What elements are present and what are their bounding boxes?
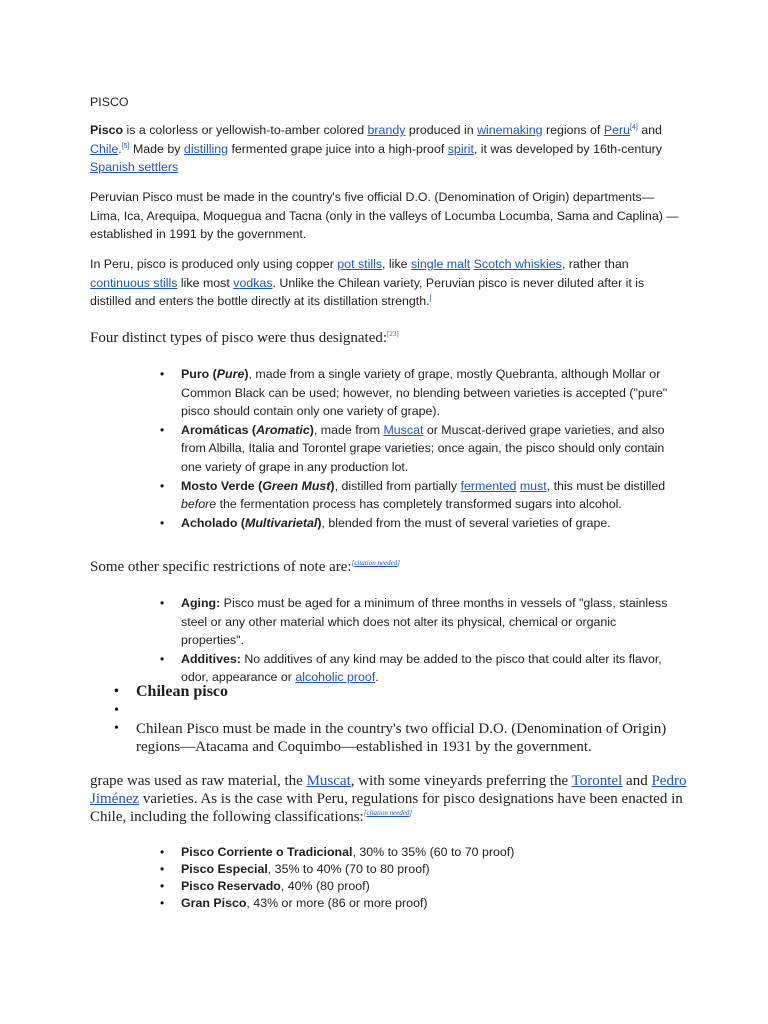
types-list bbox=[181, 365, 681, 532]
link-alcoholic-proof[interactable]: alcoholic proof bbox=[295, 670, 376, 685]
list-item: • Mosto Verde (Green Must), distilled from partially fermented must, this must be distilled before the fermentation process has completely transformed sugars into alcohol. bbox=[181, 477, 681, 514]
list-item: • Acholado (Multivarietal), blended from the must of several varieties of grape. bbox=[181, 514, 681, 533]
cite-strength-open[interactable]: [ bbox=[429, 295, 432, 303]
peru-do-paragraph: Peruvian Pisco must be made in the country's five official D.O. (Denomination of Origin) departments—Lima, Ica, Arequipa, Moquegua and Tacna (only in the valleys of Locumba Locumba, Sama and Caplina) — established in 1991 by the government. bbox=[90, 190, 679, 242]
list-item: • Pisco Reservado, 40% (80 proof) bbox=[181, 878, 681, 895]
link-peru[interactable]: Peru bbox=[603, 123, 630, 137]
stills-paragraph: In Peru, pisco is produced only using copper pot stills, like single malt Scotch whiskies, rather than continuous stills like most vodkas. Unlike the Chilean variety, Peruvian pisco is never diluted after it is distilled and enters the bottle directly at its distillation strength.[ bbox=[90, 257, 645, 309]
list-item: • Aging: Pisco must be aged for a minimum of three months in vessels of "glass, stainless steel or any other material which does not alter its physical, chemical or organic properties". bbox=[181, 594, 681, 650]
restrictions-list bbox=[181, 594, 681, 687]
link-must[interactable]: must bbox=[519, 478, 547, 493]
link-spanish-settlers[interactable]: Spanish settlers bbox=[90, 160, 179, 175]
term-pisco: Pisco bbox=[90, 123, 124, 137]
link-muscat-types[interactable]: Muscat bbox=[383, 422, 424, 437]
grape-paragraph: grape was used as raw material, the Muscat, with some vineyards preferring the Torontel and Pedro Jiménez varieties. As is the case with Peru, regulations for pisco designations have been enacted in Chile, including the following classifications:[citation needed] bbox=[90, 773, 687, 825]
cite-needed-restrictions[interactable]: [citation needed] bbox=[351, 559, 401, 567]
link-pedro-jimenez[interactable]: Pedro Jiménez bbox=[90, 773, 687, 807]
link-spirit[interactable]: spirit bbox=[447, 141, 474, 156]
link-single-malt[interactable]: single malt bbox=[410, 257, 471, 271]
list-item: • Pisco Corriente o Tradicional, 30% to 35% (60 to 70 proof) bbox=[181, 844, 681, 861]
chile-heading: • Chilean pisco bbox=[136, 682, 676, 702]
chile-list bbox=[136, 682, 676, 756]
link-fermented[interactable]: fermented bbox=[460, 478, 517, 493]
empty-list-item bbox=[136, 702, 676, 720]
list-item: • Puro (Pure), made from a single variety of grape, mostly Quebranta, although Mollar or Common Black can be used; however, no blending between varieties is accepted ("pure" pisco should contain only one variety of grape). bbox=[181, 365, 681, 421]
doc-title: PISCO bbox=[90, 95, 129, 109]
intro-paragraph: Pisco is a colorless or yellowish-to-amber colored brandy produced in winemaking regions of Peru[4] and Chile.[5] Made by distilling fermented grape juice into a high-proof spirit, it was developed by 16th-century Spanish settlers bbox=[90, 123, 662, 175]
list-item: • Gran Pisco, 43% or more (86 or more proof) bbox=[181, 895, 681, 912]
cite-types[interactable]: [23] bbox=[387, 330, 399, 338]
link-muscat[interactable]: Muscat bbox=[306, 773, 351, 789]
cite-needed-classifications[interactable]: [citation needed] bbox=[363, 809, 413, 817]
restrictions-heading: Some other specific restrictions of note are:[citation needed] bbox=[90, 559, 401, 575]
link-pot-stills[interactable]: pot stills bbox=[337, 257, 383, 271]
link-continuous-stills[interactable]: continuous stills bbox=[90, 275, 178, 290]
link-chile[interactable]: Chile bbox=[90, 141, 119, 156]
link-brandy[interactable]: brandy bbox=[367, 123, 406, 137]
list-item: • Pisco Especial, 35% to 40% (70 to 80 proof) bbox=[181, 861, 681, 878]
list-item: • Additives: No additives of any kind may be added to the pisco that could alter its flavor, odor, appearance or alcoholic proof. bbox=[181, 650, 681, 687]
link-winemaking[interactable]: winemaking bbox=[477, 123, 543, 137]
link-vodkas[interactable]: vodkas bbox=[233, 275, 273, 290]
link-scotch-whiskies[interactable]: Scotch whiskies bbox=[473, 257, 562, 271]
cite-chile[interactable]: [5] bbox=[121, 142, 130, 150]
cite-peru[interactable]: [4] bbox=[630, 123, 638, 131]
chile-do-item: • Chilean Pisco must be made in the country's two official D.O. (Denomination of Origin) regions—Atacama and Coquimbo—established in 1931 by the government. bbox=[136, 720, 676, 756]
list-item: • Aromáticas (Aromatic), made from Muscat or Muscat-derived grape varieties, and also from Albilla, Italia and Torontel grape varieties; once again, the pisco should only contain one variety of grape in any production lot. bbox=[181, 421, 681, 477]
link-distilling[interactable]: distilling bbox=[183, 141, 228, 156]
types-heading: Four distinct types of pisco were thus designated:[23] bbox=[90, 330, 399, 346]
classifications-list bbox=[181, 844, 681, 912]
link-torontel[interactable]: Torontel bbox=[571, 773, 623, 789]
